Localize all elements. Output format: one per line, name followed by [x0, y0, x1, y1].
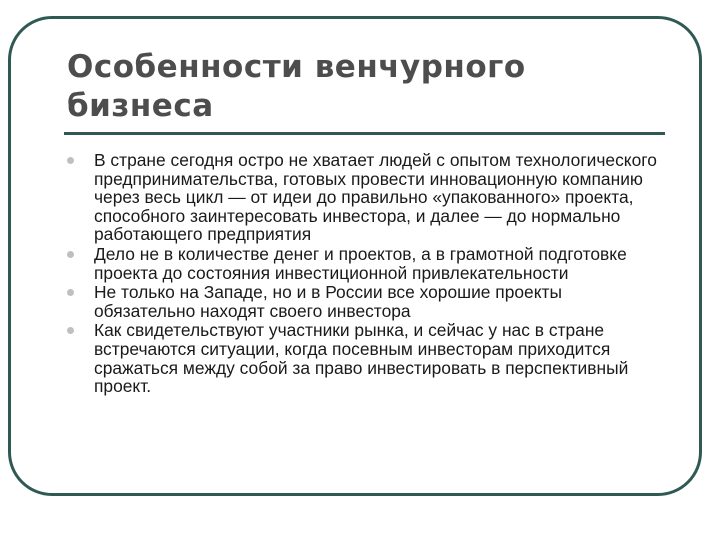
- bullet-dot-icon: [67, 157, 74, 164]
- bullet-text: Дело не в количестве денег и проектов, а в грамотной подготовке проекта до состояния инвестиционной привлекательности: [94, 243, 627, 283]
- bullet-dot-icon: [67, 289, 74, 296]
- bullet-text: Как свидетельствуют участники рынка, и сейчас у нас в стране встречаются ситуации, когда посевным инвесторам приходится сражаться между собой за право инвестировать в перспективный проект.: [94, 320, 629, 397]
- bullet-text: Не только на Западе, но и в России все хорошие проекты обязательно находят своего инвестора: [94, 282, 563, 321]
- bullet-text: В стране сегодня остро не хватает людей с опытом технологического предпринимательства, готовых провести инновационную компанию через весь цикл — от идеи до правильно «упакованного» проекта, способного заинтересовать инвестора, и далее — до нормально работающего предприятия: [94, 150, 657, 245]
- bullet-item: [66, 151, 666, 244]
- bullet-item: [66, 245, 666, 282]
- bullet-item: [66, 321, 666, 395]
- bullet-dot-icon: [67, 327, 74, 334]
- bullet-list: [66, 151, 666, 397]
- slide-title: Особенности венчурного бизнеса: [67, 49, 526, 124]
- bullet-item: [66, 283, 666, 320]
- title-divider: [64, 132, 665, 135]
- bullet-dot-icon: [67, 251, 74, 258]
